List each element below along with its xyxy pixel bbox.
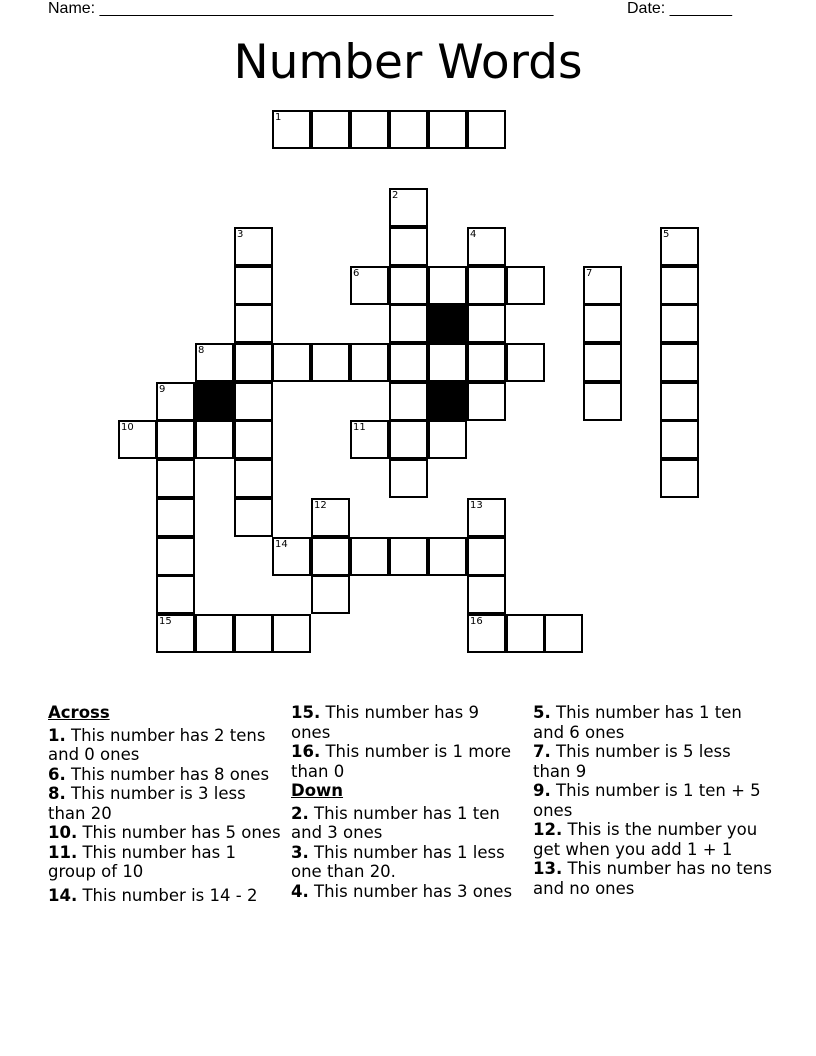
grid-cell[interactable]: [156, 575, 195, 614]
grid-cell[interactable]: [118, 420, 157, 459]
grid-cell[interactable]: [156, 382, 195, 421]
grid-cell[interactable]: [660, 227, 699, 266]
grid-cell[interactable]: [234, 498, 273, 537]
clue-number: 2: [392, 190, 399, 201]
clue-down-4: 4. This number has 3 ones: [291, 881, 513, 901]
grid-cell[interactable]: [234, 343, 273, 382]
clue-down-13: 13. This number has no tens and no ones: [533, 859, 772, 898]
clue-down-7: 7. This number is 5 less than 9: [533, 742, 731, 781]
grid-cell[interactable]: [660, 343, 699, 382]
clue-number: 13: [470, 500, 483, 511]
grid-cell[interactable]: [195, 420, 234, 459]
grid-cell[interactable]: [660, 420, 699, 459]
grid-cell[interactable]: [156, 614, 195, 653]
date-field[interactable]: Date: _______: [627, 0, 732, 17]
clue-down-12: 12. This is the number you get when you add 1 + 1: [533, 820, 758, 859]
grid-cell[interactable]: [660, 304, 699, 343]
grid-cell[interactable]: [389, 227, 428, 266]
grid-cell[interactable]: [428, 110, 467, 149]
grid-cell[interactable]: [350, 420, 389, 459]
grid-cell[interactable]: [428, 537, 467, 576]
clue-number: 9: [159, 384, 166, 395]
clue-down-2: 2. This number has 1 ten and 3 ones: [291, 803, 500, 842]
grid-cell[interactable]: [156, 420, 195, 459]
clue-across-15: 15. This number has 9 ones: [291, 703, 479, 742]
clue-number: 6: [353, 268, 360, 279]
grid-cell[interactable]: [311, 110, 350, 149]
grid-cell[interactable]: [350, 343, 389, 382]
grid-cell[interactable]: [234, 304, 273, 343]
grid-cell[interactable]: [234, 459, 273, 498]
grid-cell[interactable]: [660, 266, 699, 305]
grid-cell[interactable]: [311, 343, 350, 382]
grid-cell[interactable]: [156, 498, 195, 537]
grid-cell[interactable]: [389, 304, 428, 343]
grid-cell[interactable]: [467, 304, 506, 343]
grid-cell[interactable]: [467, 227, 506, 266]
clue-number: 10: [121, 422, 134, 433]
clue-across-8: 8. This number is 3 less than 20: [48, 784, 246, 823]
grid-cell[interactable]: [272, 343, 311, 382]
grid-cell[interactable]: [467, 614, 506, 653]
clue-number: 12: [314, 500, 327, 511]
clue-across-14: 14. This number is 14 - 2: [48, 885, 258, 905]
grid-cell[interactable]: [583, 343, 622, 382]
clue-across-6: 6. This number has 8 ones: [48, 764, 270, 784]
black-cell: [195, 382, 234, 421]
clue-across-1: 1. This number has 2 tens and 0 ones: [48, 725, 266, 764]
grid-cell[interactable]: [389, 110, 428, 149]
grid-cell[interactable]: [272, 110, 311, 149]
grid-cell[interactable]: [467, 110, 506, 149]
grid-cell[interactable]: [467, 537, 506, 576]
grid-cell[interactable]: [311, 537, 350, 576]
clue-down-9: 9. This number is 1 ten + 5 ones: [533, 781, 761, 820]
grid-cell[interactable]: [234, 614, 273, 653]
grid-cell[interactable]: [350, 110, 389, 149]
clue-number: 5: [663, 229, 670, 240]
clue-column-3: [533, 703, 773, 898]
clue-down-5: 5. This number has 1 ten and 6 ones: [533, 703, 742, 742]
grid-cell[interactable]: [467, 266, 506, 305]
grid-cell[interactable]: [272, 537, 311, 576]
grid-cell[interactable]: [234, 227, 273, 266]
clue-across-16: 16. This number is 1 more than 0: [291, 742, 511, 781]
clue-across-11: 11. This number has 1 group of 10: [48, 842, 236, 881]
grid-cell[interactable]: [389, 188, 428, 227]
grid-cell[interactable]: [156, 459, 195, 498]
grid-cell[interactable]: [506, 614, 545, 653]
grid-cell[interactable]: [660, 382, 699, 421]
clue-number: 3: [237, 229, 244, 240]
grid-cell[interactable]: [506, 343, 545, 382]
grid-cell[interactable]: [195, 343, 234, 382]
grid-cell[interactable]: [467, 498, 506, 537]
black-cell: [428, 304, 467, 343]
grid-cell[interactable]: [428, 266, 467, 305]
clue-column-1: [48, 703, 284, 905]
grid-cell[interactable]: [583, 266, 622, 305]
grid-cell[interactable]: [467, 575, 506, 614]
grid-cell[interactable]: [234, 266, 273, 305]
grid-cell[interactable]: [156, 537, 195, 576]
page-title: Number Words: [233, 35, 583, 90]
grid-cell[interactable]: [234, 420, 273, 459]
clue-number: 15: [159, 616, 172, 627]
down-heading: Down: [291, 781, 344, 800]
clue-number: 14: [275, 539, 288, 550]
grid-cell[interactable]: [428, 420, 467, 459]
clue-across-10: 10. This number has 5 ones: [48, 823, 281, 842]
grid-cell[interactable]: [467, 382, 506, 421]
grid-cell[interactable]: [467, 343, 506, 382]
grid-cell[interactable]: [389, 382, 428, 421]
grid-cell[interactable]: [389, 343, 428, 382]
clue-down-3: 3. This number has 1 less one than 20.: [291, 842, 505, 881]
grid-cell[interactable]: [350, 537, 389, 576]
across-heading: Across: [48, 703, 110, 722]
grid-cell[interactable]: [389, 420, 428, 459]
grid-cell[interactable]: [389, 459, 428, 498]
grid-cell[interactable]: [389, 266, 428, 305]
grid-cell[interactable]: [389, 537, 428, 576]
grid-cell[interactable]: [350, 266, 389, 305]
clue-number: 8: [198, 345, 205, 356]
grid-cell[interactable]: [311, 575, 350, 614]
grid-cell[interactable]: [234, 382, 273, 421]
grid-cell[interactable]: [506, 266, 545, 305]
clue-number: 4: [470, 229, 477, 240]
grid-cell[interactable]: [583, 382, 622, 421]
grid-cell[interactable]: [195, 614, 234, 653]
grid-cell[interactable]: [272, 614, 311, 653]
grid-cell[interactable]: [583, 304, 622, 343]
name-field[interactable]: Name: ___________________________________________________: [48, 0, 554, 17]
clue-column-2: [291, 703, 521, 901]
grid-cell[interactable]: [311, 498, 350, 537]
grid-cell[interactable]: [428, 343, 467, 382]
clue-number: 11: [353, 422, 366, 433]
clue-number: 16: [470, 616, 483, 627]
grid-cell[interactable]: [544, 614, 583, 653]
black-cell: [428, 382, 467, 421]
clue-number: 7: [586, 268, 593, 279]
clue-number: 1: [275, 112, 282, 123]
grid-cell[interactable]: [660, 459, 699, 498]
